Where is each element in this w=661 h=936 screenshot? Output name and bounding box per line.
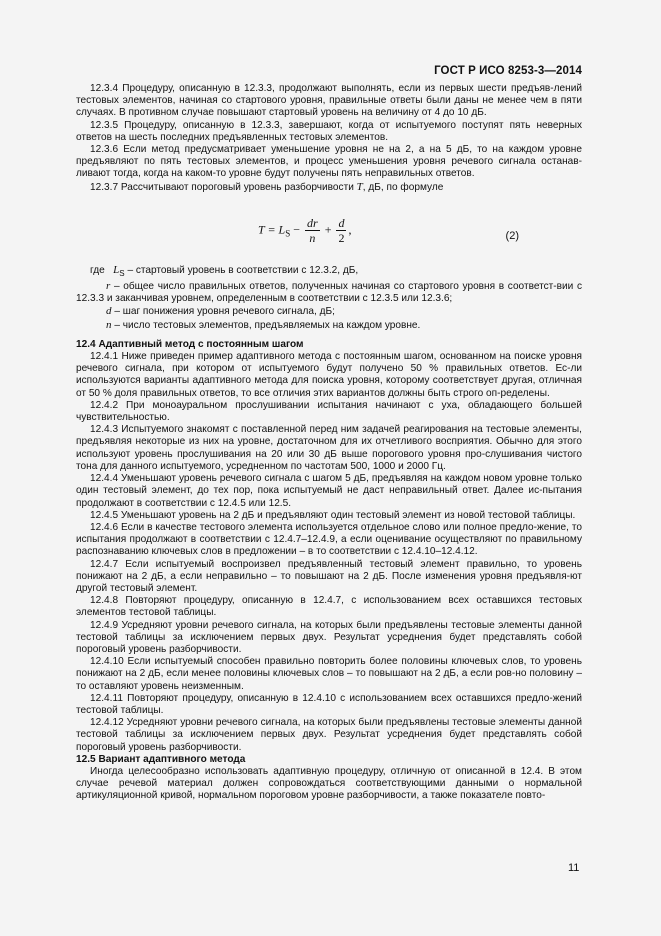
fraction-denominator: 2 [338, 230, 345, 245]
paragraph-12-4-8: 12.4.8 Повторяют процедуру, описанную в 12.4.7, с использованием всех оставшихся тестовых элементов тестовой таблицы. [76, 595, 582, 619]
formula-lhs: T = L [258, 222, 286, 237]
legend-d [76, 305, 582, 318]
paragraph-12-4-9: 12.4.9 Усредняют уровни речевого сигнала, на которых были предъявлены тестовые элементы данной тестовой таблицы за исключением первых двух. Результат усреднения будет представлять собой пороговый уровень разборчивости. [76, 619, 582, 655]
paragraph-12-3-6: 12.3.6 Если метод предусматривает уменьшение уровня не на 2, а на 5 дБ, то на каждом уровне предъявляют по пять тестовых элементов, и процесс уменьшения уровня речевого сигнала останав-ливают тогда, когда на каком-то уровне будут получены пять неправильных ответов. [76, 144, 582, 180]
legend-d-symbol: d [106, 305, 112, 318]
paragraph-12-4-1: 12.4.1 Ниже приведен пример адаптивного метода с постоянным шагом, основанном на поиске уровня речевого сигнала, при котором от испытуемого будут получено 50 % правильных ответов. Ес-ли используются варианты адаптивного метода для поиска уровня, которому соответствует другая, отличная от 50 % доля правильных ответов, то все отличия этих вариантов должны быть строго оп-ределены. [76, 351, 582, 399]
formula-comma: , [348, 222, 352, 237]
document-header: ГОСТ Р ИСО 8253-3—2014 [434, 65, 582, 77]
formula-number: (2) [505, 229, 519, 242]
threshold-symbol: T [356, 180, 363, 193]
document-body [76, 83, 582, 803]
formula-2 [76, 194, 582, 262]
paragraph-12-4-4: 12.4.4 Уменьшают уровень речевого сигнала с шагом 5 дБ, предъявляя на каждом новом уровне только один тестовый элемент, до тех пор, пока испытуемый не даст неправильный ответ. Далее ис-пытания продолжают в соответствии с 12.4.5 или 12.5. [76, 473, 582, 509]
fraction-numerator: d [338, 215, 345, 230]
legend-n [76, 319, 582, 332]
legend-ls-sub: S [119, 268, 125, 278]
paragraph-12-4-3: 12.4.3 Испытуемого знакомят с поставленной перед ним задачей реагирования на тестовые элементы, предъявляя некоторые из них на уровне, достаточном для их отчетливого восприятия. Обычно для этого используют уровень прослушивания на 20 или 30 дБ выше порогового уровня про-слушивания чистого тона для данного испытуемого, усредненном по частотам 500, 1000 и 2000 Гц. [76, 424, 582, 472]
paragraph-12-3-5: 12.3.5 Процедуру, описанную в 12.3.3, завершают, когда от испытуемого поступят пять неверных ответов на шесть последних предъявленных тестовых элементов. [76, 119, 582, 143]
legend-d-text: – шаг понижения уровня речевого сигнала, дБ; [114, 306, 335, 318]
legend-r [76, 280, 582, 305]
page-number: 11 [568, 862, 580, 874]
paragraph-12-3-7-text: 12.3.7 Рассчитывают пороговый уровень разборчивости [90, 181, 354, 193]
paragraph-12-4-2: 12.4.2 При моноауральном прослушивании испытания начинают с уха, обладающего большей чувствительностью. [76, 399, 582, 424]
formula-legend [76, 264, 582, 332]
paragraph-12-4-6: 12.4.6 Если в качестве тестового элемента используется отдельное слово или полное предло-жение, то испытания продолжают в соответствии с 12.4.7–12.4.9, а если оценивание осуществляют по правильному распознаванию ключевых слов в предложении – в то соответствии с 12.4.10–12.4.12. [76, 521, 582, 558]
paragraph-12-4-7: 12.4.7 Если испытуемый воспроизвел предъявленный тестовый элемент правильно, то уровень понижают на 2 дБ, а если неправильно – то повышают на 2 дБ. После изменения уровня предъявля-ют другой тестовый элемент. [76, 558, 582, 594]
paragraph-12-4-5: 12.4.5 Уменьшают уровень на 2 дБ и предъявляют один тестовый элемент из новой тестовой таблицы. [90, 509, 576, 521]
legend-ls-text: – стартовый уровень в соответствии с 12.3.2, дБ, [127, 264, 359, 276]
formula-minus: − [293, 222, 301, 237]
formula-fraction-dr-n [305, 216, 320, 245]
legend-label: где [90, 264, 105, 276]
paragraph-12-3-7-tail: , дБ, по формуле [362, 181, 444, 193]
legend-n-symbol: n [106, 318, 112, 331]
legend-r-text: – общее число правильных ответов, полученных начиная со стартового уровня в соответст-вии с 12.3.3 и заканчивая уровнем, определенным в соответствии с 12.3.5 или 12.3.6; [76, 281, 582, 305]
paragraph-12-3-4: 12.3.4 Процедуру, описанную в 12.3.3, продолжают выполнять, если из первых шести предъяв-лений тестовых элементов, начиная со стартового уровня, правильные ответы были даны не менее чем в пяти случаях. В противном случае повышают стартовый уровень на величину от 4 до 10 дБ. [76, 83, 582, 119]
paragraph-12-4-11: 12.4.11 Повторяют процедуру, описанную в 12.4.10 с использованием всех оставшихся предло-жений тестовой таблицы. [76, 692, 582, 716]
formula-sub: S [285, 228, 291, 239]
section-12-4-heading: 12.4 Адаптивный метод с постоянным шагом [76, 338, 304, 350]
legend-n-text: – число тестовых элементов, предъявляемых на каждом уровне. [114, 319, 421, 331]
formula-plus: + [324, 222, 332, 237]
formula-expression [258, 216, 351, 245]
formula-fraction-d-2 [336, 216, 346, 245]
legend-ls-symbol: L [113, 263, 120, 276]
legend-ls [76, 264, 582, 280]
paragraph-12-5: Иногда целесообразно использовать адаптивную процедуру, отличную от описанной в 12.4. В этом случае речевой материал должен сопровождаться соответствующими данными о нормальной артикуляционной кривой, нормальном пороговом уровне разборчивости, а также показателе повто- [76, 765, 582, 802]
section-12-5-heading: 12.5 Вариант адаптивного метода [76, 753, 246, 765]
fraction-numerator: dr [307, 215, 318, 230]
legend-r-symbol: r [106, 280, 111, 293]
paragraph-12-4-10: 12.4.10 Если испытуемый способен правильно повторить более половины ключевых слов, то уровень понижают на 2 дБ, если менее половины ключевых слов – то повышают на 2 дБ, а если ров-но половину – то оставляют уровень неизменным. [76, 656, 582, 692]
fraction-denominator: n [309, 230, 316, 245]
paragraph-12-4-12: 12.4.12 Усредняют уровни речевого сигнала, на которых были предъявлены тестовые элементы данной тестовой таблицы за исключением первых двух. Результат усреднения будет представлять собой пороговый уровень разборчивости. [76, 717, 582, 753]
paragraph-12-3-7 [76, 181, 582, 194]
